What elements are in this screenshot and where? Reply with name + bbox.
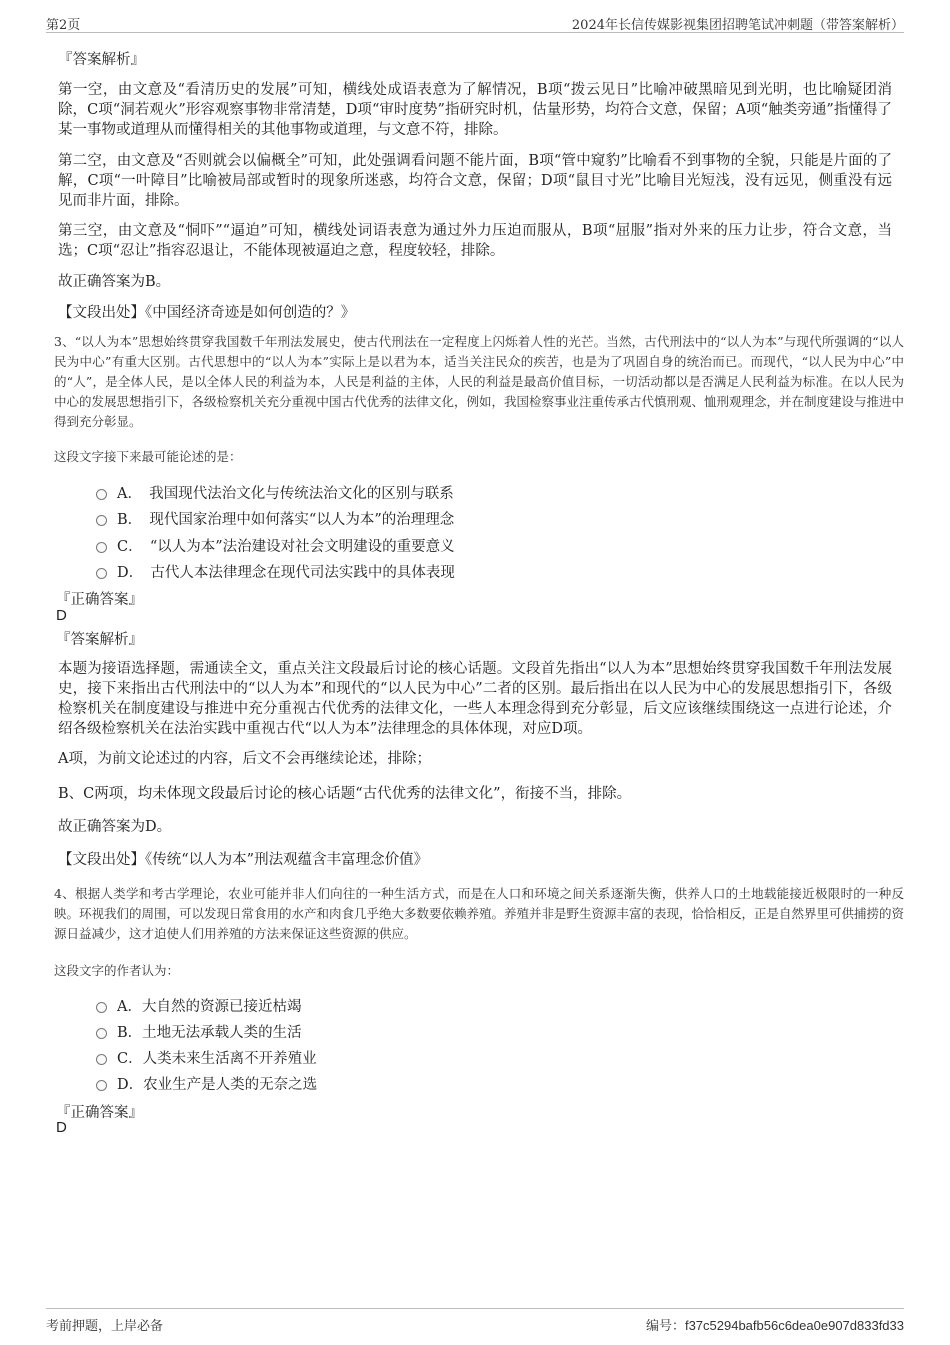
- radio-icon[interactable]: [96, 489, 107, 500]
- document-id: 编号：f37c5294bafb56c6dea0e907d833fd33: [645, 1318, 904, 1333]
- analysis-paragraph: 第三空，由文意及“恫吓”“逼迫”可知，横线处词语表意为通过外力压迫而服从，B项“屈服”指对外来的压力让步，符合文意，当选；C项“忍让”指容忍退让，不能体现被逼迫之意，程度较轻，排除。: [58, 223, 892, 259]
- answer-tag: 『正确答案』: [56, 1105, 143, 1121]
- radio-icon[interactable]: [96, 515, 107, 526]
- radio-icon[interactable]: [96, 1002, 107, 1013]
- analysis-paragraph: 第二空，由文意及“否则就会以偏概全”可知，此处强调看问题不能片面，B项“管中窥豹”比喻看不到事物的全貌，只能是片面的了解，C项“一叶障目”比喻被局部或暂时的现象所迷惑，均符合文意，保留；D项“鼠目寸光”比喻目光短浅，没有远见，侧重没有远见而非片面，排除。: [58, 153, 892, 209]
- radio-icon[interactable]: [96, 568, 107, 579]
- option-c[interactable]: C．人类未来生活离不开养殖业: [96, 1047, 317, 1068]
- option-a[interactable]: A．大自然的资源已接近枯竭: [96, 995, 301, 1016]
- page-number: 第2页: [46, 18, 81, 33]
- analysis-conclusion: 故正确答案为B。: [58, 274, 171, 290]
- option-b[interactable]: B． 现代国家治理中如何落实“以人为本”的治理理念: [96, 508, 454, 529]
- analysis-paragraph: 第一空，由文意及“看清历史的发展”可知，横线处成语表意为了解情况，B项“拨云见日”比喻冲破黑暗见到光明，也比喻疑团消除，C项“洞若观火”形容观察事物非常清楚，D项“审时度势”指研究时机，估量形势，均符合文意，保留；A项“触类旁通”指懂得了某一事物或道理从而懂得相关的其他事物或道理，与文意不符，排除。: [58, 82, 892, 138]
- option-c[interactable]: C． “以人为本”法治建设对社会文明建设的重要意义: [96, 535, 455, 556]
- analysis-tag: 『答案解析』: [56, 632, 143, 648]
- option-d[interactable]: D．农业生产是人类的无奈之选: [96, 1073, 317, 1094]
- analysis-paragraph: A项，为前文论述过的内容，后文不会再继续论述，排除；: [58, 751, 431, 767]
- radio-icon[interactable]: [96, 1080, 107, 1091]
- radio-icon[interactable]: [96, 1028, 107, 1039]
- option-b[interactable]: B．土地无法承载人类的生活: [96, 1021, 302, 1042]
- question-4-text: 4、根据人类学和考古学理论，农业可能并非人们向往的一种生活方式，而是在人口和环境之间关系逐渐失衡，供养人口的土地载能接近极限时的一种反映。环视我们的周围，可以发现日常食用的水产和肉食几乎绝大多数要依赖养殖。养殖并非是野生资源丰富的表现，恰恰相反，正是自然界里可供捕捞的资源日益减少，这才迫使人们用养殖的方法来保证这些资源的供应。: [54, 886, 905, 941]
- answer-tag: 『正确答案』: [56, 592, 143, 608]
- analysis-conclusion: 故正确答案为D。: [58, 819, 172, 835]
- page-footer: [46, 1308, 904, 1333]
- section1-analysis: [58, 48, 892, 69]
- radio-icon[interactable]: [96, 1054, 107, 1065]
- question-3-prompt: 这段文字接下来最可能论述的是：: [54, 449, 242, 464]
- option-a[interactable]: A． 我国现代法治文化与传统法治文化的区别与联系: [96, 482, 454, 503]
- analysis-tag: 『答案解析』: [58, 52, 145, 68]
- page-header: [46, 12, 904, 33]
- correct-answer: D: [56, 1119, 67, 1136]
- radio-icon[interactable]: [96, 542, 107, 553]
- option-d[interactable]: D． 古代人本法律理念在现代司法实践中的具体表现: [96, 561, 455, 582]
- analysis-paragraph: B、C两项，均未体现文段最后讨论的核心话题“古代优秀的法律文化”，衔接不当，排除。: [58, 786, 632, 802]
- footer-slogan: 考前押题，上岸必备: [46, 1319, 164, 1334]
- source-citation: 【文段出处】《传统“以人为本”刑法观蕴含丰富理念价值》: [58, 852, 429, 868]
- document-title: 2024年长信传媒影视集团招聘笔试冲刺题（带答案解析）: [571, 18, 904, 33]
- source-citation: 【文段出处】《中国经济奇迹是如何创造的？》: [58, 305, 356, 321]
- question-3-text: 3、“以人为本”思想始终贯穿我国数千年刑法发展史，使古代刑法在一定程度上闪烁着人性的光芒。当然，古代刑法中的“以人为本”与现代所强调的“以人民为中心”有重大区别。古代思想中的“以人为本”实际上是以君为本，适当关注民众的疾苦，也是为了巩固自身的统治而已。而现代，“以人民为中心”中的“人”，是全体人民，是以全体人民的利益为本，人民是利益的主体，人民的利益是最高价值目标，一切活动都以是否满足人民利益为标准。在以人民为中心的发展思想指引下，各级检察机关充分重视中国古代优秀的法律文化，例如，我国检察事业注重传承古代慎刑观、恤刑观理念，并在制度建设与推进中得到充分彰显。: [54, 334, 905, 429]
- correct-answer: D: [56, 607, 67, 624]
- question-4-prompt: 这段文字的作者认为：: [54, 963, 180, 978]
- analysis-paragraph: 本题为接语选择题，需通读全文，重点关注文段最后讨论的核心话题。文段首先指出“以人为本”思想始终贯穿我国数千年刑法发展史，接下来指出古代刑法中的“以人为本”和现代的“以人民为中心”二者的区别。最后指出在以人民为中心的发展思想指引下，各级检察机关在制度建设与推进中充分重视古代优秀的法律文化，一些人本理念得到充分彰显，后文应该继续围绕这一点进行论述，介绍各级检察机关在法治实践中重视古代“以人为本”法律理念的具体体现，对应D项。: [58, 661, 892, 737]
